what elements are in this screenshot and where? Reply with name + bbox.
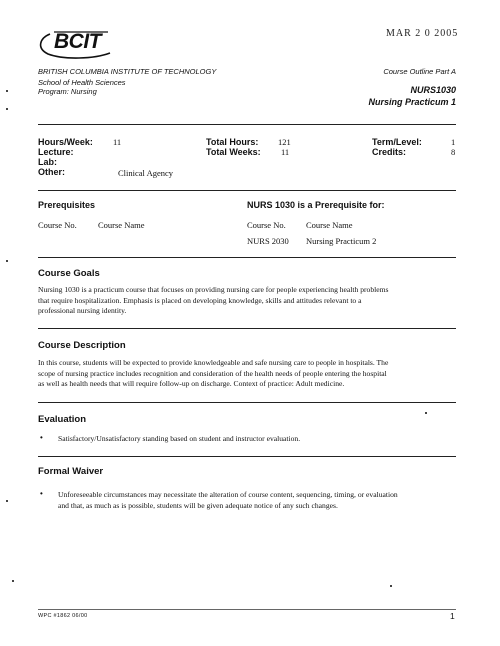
received-stamp: MAR 2 0 2005 xyxy=(386,28,459,39)
course-goals-title: Course Goals xyxy=(38,268,100,279)
hours-week-value: 11 xyxy=(113,137,122,147)
bullet-icon: • xyxy=(40,489,43,498)
other-label: Other: xyxy=(38,167,65,177)
evaluation-item: Satisfactory/Unsatisfactory standing based on student and instructor evaluation. xyxy=(58,434,301,443)
description-divider xyxy=(38,402,456,403)
prereq-for-course-name: Nursing Practicum 2 xyxy=(306,236,377,246)
goals-divider xyxy=(38,328,456,329)
lecture-label: Lecture: xyxy=(38,147,74,157)
scan-speck xyxy=(425,412,427,414)
course-goals-text xyxy=(38,285,463,317)
course-description-text xyxy=(38,358,463,390)
scan-speck xyxy=(6,90,8,92)
scan-speck xyxy=(6,108,8,110)
bcit-logo xyxy=(34,26,114,62)
scan-speck xyxy=(390,585,392,587)
header-divider xyxy=(38,124,456,125)
prereq-for-col-course-no: Course No. xyxy=(247,220,286,230)
doc-type: Course Outline Part A xyxy=(383,67,456,76)
evaluation-divider xyxy=(38,456,456,457)
prereq-for-title: NURS 1030 is a Prerequisite for: xyxy=(247,200,385,210)
bullet-icon: • xyxy=(40,433,43,442)
total-hours-label: Total Hours: xyxy=(206,137,259,147)
description-line: as well as health needs that will require follow-up on discharge. Context of practice: Adult medicine. xyxy=(38,379,345,388)
course-code: NURS1030 xyxy=(410,85,456,95)
prereq-divider xyxy=(38,257,456,258)
scan-speck xyxy=(6,260,8,262)
credits-value: 8 xyxy=(451,147,456,157)
credits-label: Credits: xyxy=(372,147,407,157)
evaluation-title: Evaluation xyxy=(38,414,87,425)
description-line: In this course, students will be expected to provide knowledgeable and safe nursing care to people in hospitals. The xyxy=(38,358,389,367)
term-level-value: 1 xyxy=(451,137,456,147)
goals-line: Nursing 1030 is a practicum course that focuses on providing nursing care for people experiencing health problems xyxy=(38,285,389,294)
logo-text: BCIT xyxy=(54,30,101,53)
waiver-line: and that, as much as is possible, students will be given adequate notice of any such changes. xyxy=(58,500,338,510)
prereq-for-course-no: NURS 2030 xyxy=(247,236,289,246)
total-weeks-value: 11 xyxy=(281,147,290,157)
goals-line: that require hospitalization. Emphasis is placed on developing knowledge, skills and attitudes relevant to a xyxy=(38,295,362,305)
waiver-line: Unforeseeable circumstances may necessitate the alteration of course content, sequencing, timing, or evaluation xyxy=(58,490,398,499)
footer-divider xyxy=(38,609,456,610)
program-name: Program: Nursing xyxy=(38,87,97,96)
course-title: Nursing Practicum 1 xyxy=(368,97,456,107)
total-weeks-label: Total Weeks: xyxy=(206,147,261,157)
other-value: Clinical Agency xyxy=(118,168,174,178)
term-level-label: Term/Level: xyxy=(372,137,422,147)
prereq-col-course-no: Course No. xyxy=(38,220,77,230)
prereq-col-course-name: Course Name xyxy=(98,220,145,230)
goals-line: professional nursing identity. xyxy=(38,306,127,315)
course-description-title: Course Description xyxy=(38,340,126,351)
description-line: scope of nursing practice includes recognition and consideration of the health needs of people entering the hospital xyxy=(38,368,387,378)
prerequisites-title: Prerequisites xyxy=(38,200,96,210)
lab-label: Lab: xyxy=(38,157,57,167)
institute-name: BRITISH COLUMBIA INSTITUTE OF TECHNOLOGY xyxy=(38,67,217,76)
hours-week-label: Hours/Week: xyxy=(38,137,93,147)
total-hours-value: 121 xyxy=(278,137,291,147)
info-divider xyxy=(38,190,456,191)
footer-form-code: WPC #1862 06/00 xyxy=(38,613,88,619)
scan-speck xyxy=(6,500,8,502)
page-number: 1 xyxy=(450,611,455,621)
prereq-for-col-course-name: Course Name xyxy=(306,220,353,230)
formal-waiver-text xyxy=(58,490,398,511)
school-name: School of Health Sciences xyxy=(38,78,126,87)
formal-waiver-title: Formal Waiver xyxy=(38,466,104,477)
scan-speck xyxy=(12,580,14,582)
